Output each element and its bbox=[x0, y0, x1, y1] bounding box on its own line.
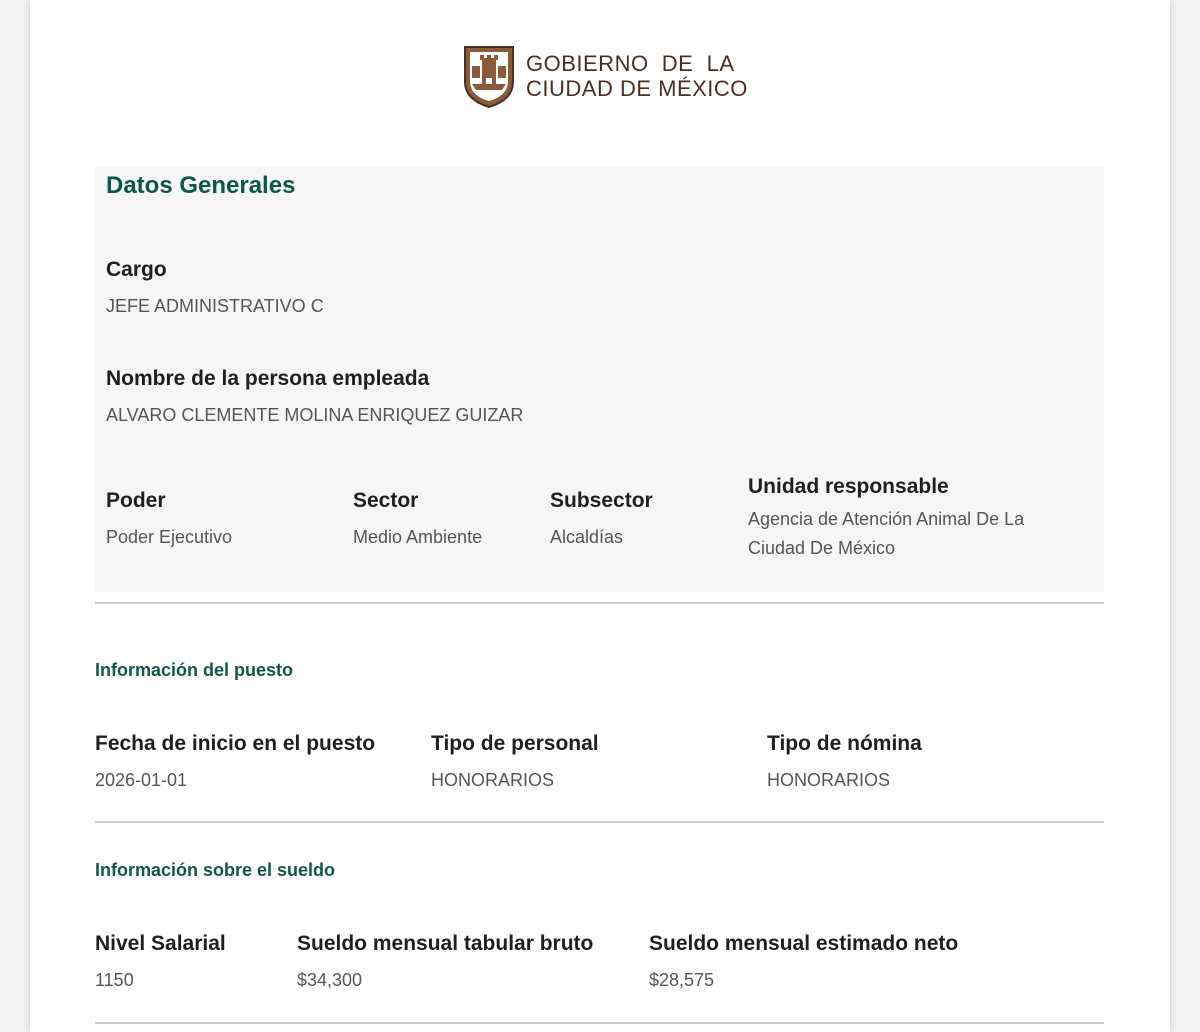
start-date-value: 2026-01-01 bbox=[95, 770, 188, 790]
logo-line-1: GOBIERNO DE LA bbox=[526, 51, 735, 76]
payroll-type-label: Tipo de nómina bbox=[767, 732, 922, 755]
personnel-type-value: HONORARIOS bbox=[431, 770, 555, 790]
salary-level-field bbox=[95, 932, 226, 995]
unidad-responsable-value bbox=[748, 505, 1024, 563]
personnel-type-field bbox=[431, 732, 599, 795]
unidad-responsable-value-line-2: Ciudad De México bbox=[748, 538, 896, 558]
gross-salary-field bbox=[297, 932, 593, 995]
subsector-field bbox=[550, 489, 653, 552]
payroll-type-field bbox=[767, 732, 922, 795]
divider bbox=[95, 821, 1104, 823]
cargo-value: JEFE ADMINISTRATIVO C bbox=[106, 296, 324, 316]
net-salary-value: $28,575 bbox=[649, 970, 715, 990]
divider bbox=[95, 602, 1104, 604]
personnel-type-label: Tipo de personal bbox=[431, 732, 599, 755]
gross-salary-label: Sueldo mensual tabular bruto bbox=[297, 932, 594, 955]
divider bbox=[95, 1022, 1104, 1024]
sector-value: Medio Ambiente bbox=[353, 527, 483, 547]
cargo-field bbox=[106, 258, 324, 321]
start-date-field bbox=[95, 732, 375, 795]
coat-of-arms-icon bbox=[462, 44, 516, 108]
start-date-label: Fecha de inicio en el puesto bbox=[95, 732, 376, 755]
general-data-panel bbox=[95, 166, 1104, 592]
subsector-value: Alcaldías bbox=[550, 527, 624, 547]
employee-name-label: Nombre de la persona empleada bbox=[106, 367, 430, 390]
salary-level-value: 1150 bbox=[95, 970, 134, 990]
subsector-label: Subsector bbox=[550, 489, 653, 512]
cdmx-logo bbox=[462, 44, 748, 108]
unidad-responsable-value-line-1: Agencia de Atención Animal De La bbox=[748, 509, 1025, 529]
logo-line-2: CIUDAD DE MÉXICO bbox=[526, 76, 748, 101]
unidad-responsable-label: Unidad responsable bbox=[748, 475, 949, 498]
poder-value: Poder Ejecutivo bbox=[106, 527, 233, 547]
sector-field bbox=[353, 489, 482, 552]
general-data-title: Datos Generales bbox=[106, 172, 296, 199]
sector-label: Sector bbox=[353, 489, 419, 512]
salary-level-label: Nivel Salarial bbox=[95, 932, 226, 955]
poder-label: Poder bbox=[106, 489, 166, 512]
unidad-responsable-field bbox=[748, 475, 1024, 563]
net-salary-field bbox=[649, 932, 958, 995]
gross-salary-value: $34,300 bbox=[297, 970, 363, 990]
salary-info-title: Información sobre el sueldo bbox=[95, 860, 336, 880]
employee-name-field bbox=[106, 367, 523, 430]
poder-field bbox=[106, 489, 232, 552]
payroll-type-value: HONORARIOS bbox=[767, 770, 891, 790]
net-salary-label: Sueldo mensual estimado neto bbox=[649, 932, 959, 955]
logo-text bbox=[526, 51, 748, 101]
employee-name-value: ALVARO CLEMENTE MOLINA ENRIQUEZ GUIZAR bbox=[106, 405, 524, 425]
job-info-title: Información del puesto bbox=[95, 660, 294, 680]
document-page bbox=[30, 0, 1170, 1032]
cargo-label: Cargo bbox=[106, 258, 167, 281]
